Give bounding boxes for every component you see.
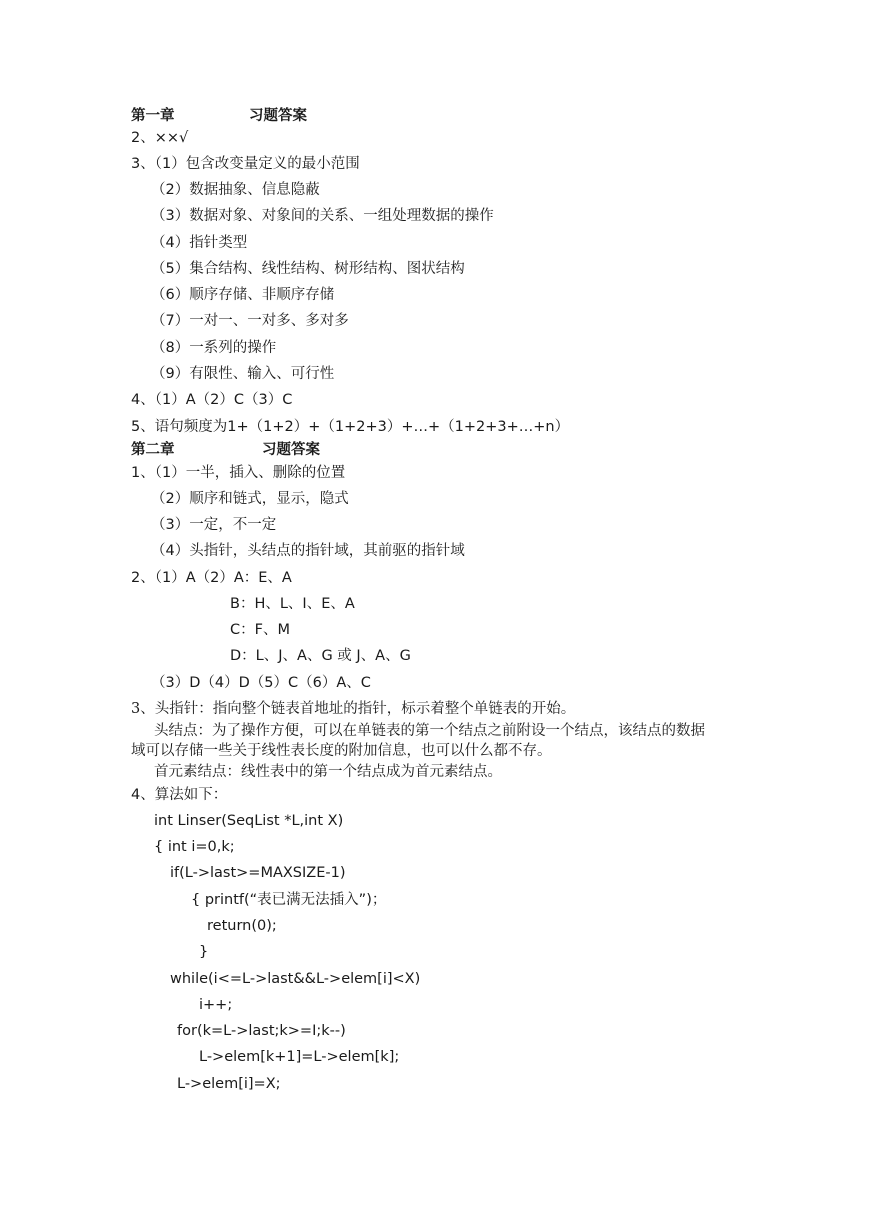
code-line: i++;: [199, 997, 233, 1013]
ch2-answer-4: 4、算法如下：: [131, 787, 228, 803]
ch1-answer-4: 4、（1）A（2）C（3）C: [131, 392, 293, 408]
code-line: { int i=0,k;: [154, 839, 235, 855]
code-line: int Linser(SeqList *L,int X): [154, 813, 344, 829]
ch1-answer-3-5: （5）集合结构、线性结构、树形结构、图状结构: [151, 261, 465, 277]
ch1-answer-5: 5、语句频度为1+（1+2）+（1+2+3）+…+（1+2+3+…+n）: [131, 419, 570, 435]
chapter1-heading: 习题答案: [249, 108, 307, 124]
ch2-answer-3-a: 3、头指针：指向整个链表首地址的指针，标示着整个单链表的开始。: [131, 701, 576, 717]
ch2-answer-2-d: D：L、J、A、G 或 J、A、G: [230, 648, 411, 664]
code-line: }: [199, 944, 209, 960]
ch2-answer-3-c: 域可以存储一些关于线性表长度的附加信息，也可以什么都不存。: [131, 743, 552, 759]
ch1-answer-2: 2、××√: [131, 130, 189, 146]
ch1-answer-3-7: （7）一对一、一对多、多对多: [151, 313, 349, 329]
ch2-answer-3-b: 头结点：为了操作方便，可以在单链表的第一个结点之前附设一个结点，该结点的数据: [154, 723, 705, 739]
ch2-answer-1-1: 1、（1）一半，插入、删除的位置: [131, 465, 346, 481]
ch1-answer-3-2: （2）数据抽象、信息隐蔽: [151, 182, 320, 198]
ch2-answer-2-a: 2、（1）A（2）A：E、A: [131, 570, 292, 586]
code-line: if(L->last>=MAXSIZE-1): [170, 865, 346, 881]
ch1-answer-3-9: （9）有限性、输入、可行性: [151, 366, 335, 382]
code-line: while(i<=L->last&&L->elem[i]<X): [170, 971, 421, 987]
ch1-answer-3-8: （8）一系列的操作: [151, 340, 277, 356]
ch2-answer-1-3: （3）一定，不一定: [151, 517, 277, 533]
ch2-answer-3-d: 首元素结点：线性表中的第一个结点成为首元素结点。: [154, 764, 502, 780]
ch2-answer-1-4: （4）头指针，头结点的指针域，其前驱的指针域: [151, 543, 465, 559]
chapter2-title: 第二章: [131, 442, 175, 458]
code-line: { printf(“表已满无法插入”)；: [191, 892, 387, 908]
ch1-answer-3-6: （6）顺序存储、非顺序存储: [151, 287, 335, 303]
code-line: L->elem[i]=X;: [177, 1076, 281, 1092]
ch1-answer-3-4: （4）指针类型: [151, 235, 248, 251]
chapter1-title: 第一章: [131, 108, 175, 124]
ch2-answer-1-2: （2）顺序和链式，显示，隐式: [151, 491, 349, 507]
ch1-answer-3-1: 3、（1）包含改变量定义的最小范围: [131, 156, 360, 172]
code-line: for(k=L->last;k>=I;k--): [177, 1023, 346, 1039]
chapter2-heading: 习题答案: [262, 442, 320, 458]
ch2-answer-2-c: C：F、M: [230, 622, 290, 638]
ch2-answer-2-e: （3）D（4）D（5）C（6）A、C: [151, 675, 371, 691]
ch2-answer-2-b: B：H、L、I、E、A: [230, 596, 355, 612]
code-line: L->elem[k+1]=L->elem[k];: [199, 1049, 400, 1065]
code-line: return(0);: [207, 918, 277, 934]
ch1-answer-3-3: （3）数据对象、对象间的关系、一组处理数据的操作: [151, 208, 494, 224]
